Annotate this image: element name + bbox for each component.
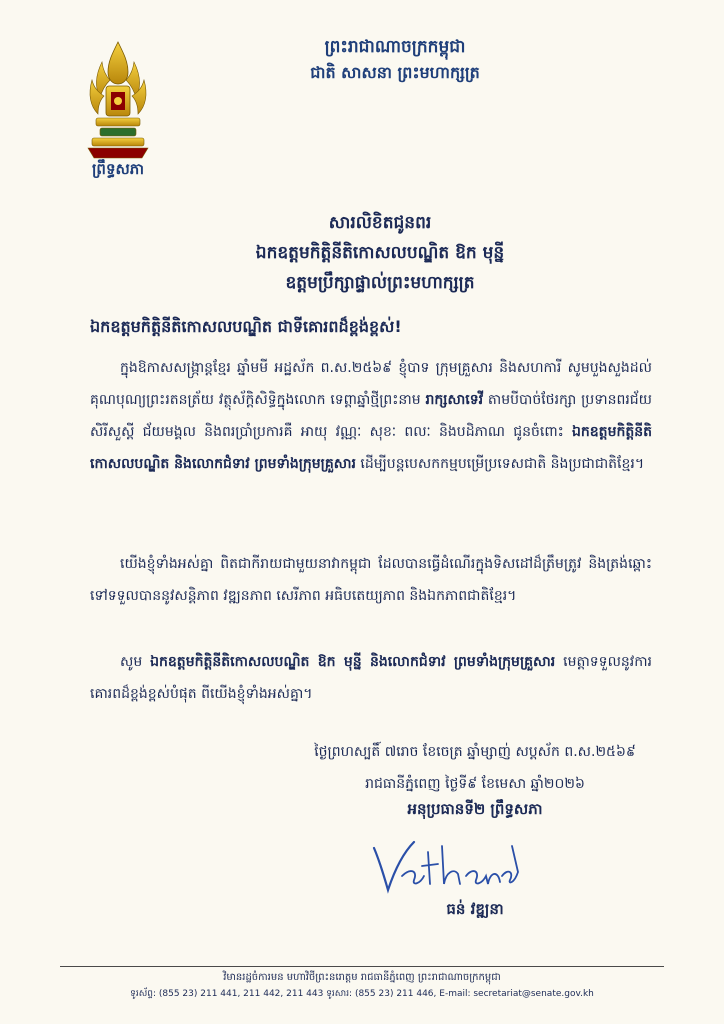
footer-divider [60,966,664,967]
title-line-2: ឯកឧត្តមកិត្តិនីតិកោសលបណ្ឌិត ឱក មុន្នី [255,243,505,263]
p3-text-b: មេត្តាទទួលនូវការគោរពដ៏ខ្ពង់ខ្ពស់បំផុត ពីយើងខ្ញុំទាំងអស់គ្នា។ [90,654,652,702]
p3-bold: ឯកឧត្តមកិត្តិនីតិកោសលបណ្ឌិត ឱក មុន្នី និងលោកជំទាវ ព្រមទាំងក្រុមគ្រួសារ [150,654,556,670]
signer-name: ធន់ វឌ្ឍនា [446,900,504,918]
signer-title: អនុប្រធានទី២ ព្រឹទ្ធសភា [407,800,543,818]
national-motto: ជាតិ សាសនា ព្រះមហាក្សត្រ [310,63,480,82]
p1-text-a: ក្នុងឱកាសសង្ក្រាន្តខ្មែរ ឆ្នាំមមី អដ្ឋស័ក ព.ស.២៥៦៩ ខ្ញុំបាទ ក្រុមគ្រួសារ និងសហការី សូមបួងសួងដល់គុណបុណ្យព្រះរតនត្រ័យ វត្ថុស័ក្តិសិទ្ធិក្នុងលោក ទេព្តាឆ្នាំថ្មីព្រះនាម [90,360,652,408]
paragraph-1 [90,352,652,480]
title-line-1: សារលិខិតជូនពរ [328,213,432,233]
handwritten-signature [362,832,522,902]
footer-address: វិមានរដ្ឋចំការមន មហាវិថីព្រះនរោត្តម រាជធានីភ្នំពេញ ព្រះរាជាណាចក្រកម្ពុជា [223,972,501,983]
closing-dates [240,736,710,800]
paragraph-2 [90,548,652,612]
senate-emblem-icon [82,40,154,162]
title-line-3: ឧត្តមប្រឹក្សាផ្ទាល់ព្រះមហាក្សត្រ [285,273,475,293]
paragraph-3 [90,646,652,710]
place-date: រាជធានីភ្នំពេញ ថ្ងៃទី៩ ខែមេសា ឆ្នាំ២០២៦ [365,776,585,792]
p1-text-b: តាមបីបាច់ថែរក្សា ប្រទានពរជ័យ សិរីសួស្តី ជ័យមង្គល និងពរប្រាំប្រការគឺ អាយុ វណ្ណៈ សុខៈ ពលៈ និងបដិភាណ ជូនចំពោះ [90,392,653,440]
p1-bold-a: រាក្សសាទេវី [425,392,484,408]
footer-contact: ទូរស័ព្ទ: (855 23) 211 441, 211 442, 211 443 ទូរសារ: (855 23) 211 446, E-mail: secretariat@senate.gov.kh [130,989,594,999]
letter-title [150,208,610,298]
p1-bold-b: ឯកឧត្តមកិត្តិនីតិកោសលបណ្ឌិត និងលោកជំទាវ ព្រមទាំងក្រុមគ្រួសារ [90,424,652,472]
kingdom-header: ព្រះរាជាណាចក្រកម្ពុជា [324,37,466,57]
p3-text-a: សូម [120,654,151,670]
institution-name: ព្រឹទ្ធសភា [91,160,145,178]
salutation: ឯកឧត្តមកិត្តិនីតិកោសលបណ្ឌិត ជាទីគោរពដ៏ខ្ពង់ខ្ពស់! [90,317,402,336]
lunar-date: ថ្ងៃព្រហស្បតិ៍ ៧រោច ខែចេត្រ ឆ្នាំម្សាញ់ សប្តស័ក ព.ស.២៥៦៩ [314,744,636,760]
p1-text-c: ដើម្បីបន្តបេសកកម្មបម្រើប្រទេសជាតិ និងប្រជាជាតិខ្មែរ។ [355,456,645,472]
p2-text: យើងខ្ញុំទាំងអស់គ្នា ពិតជាកីរាយជាមួយនាវាកម្ពុជា ដែលបានធ្វើដំណើរក្នុងទិសដៅដ៏ត្រឹមត្រូវ និងត្រង់ឆ្ពោះទៅទទួលបាននូវសន្តិភាព វឌ្ឍនភាព សេរីភាព អធិបតេយ្យភាព និងឯកភាពជាតិខ្មែរ។ [90,556,652,604]
